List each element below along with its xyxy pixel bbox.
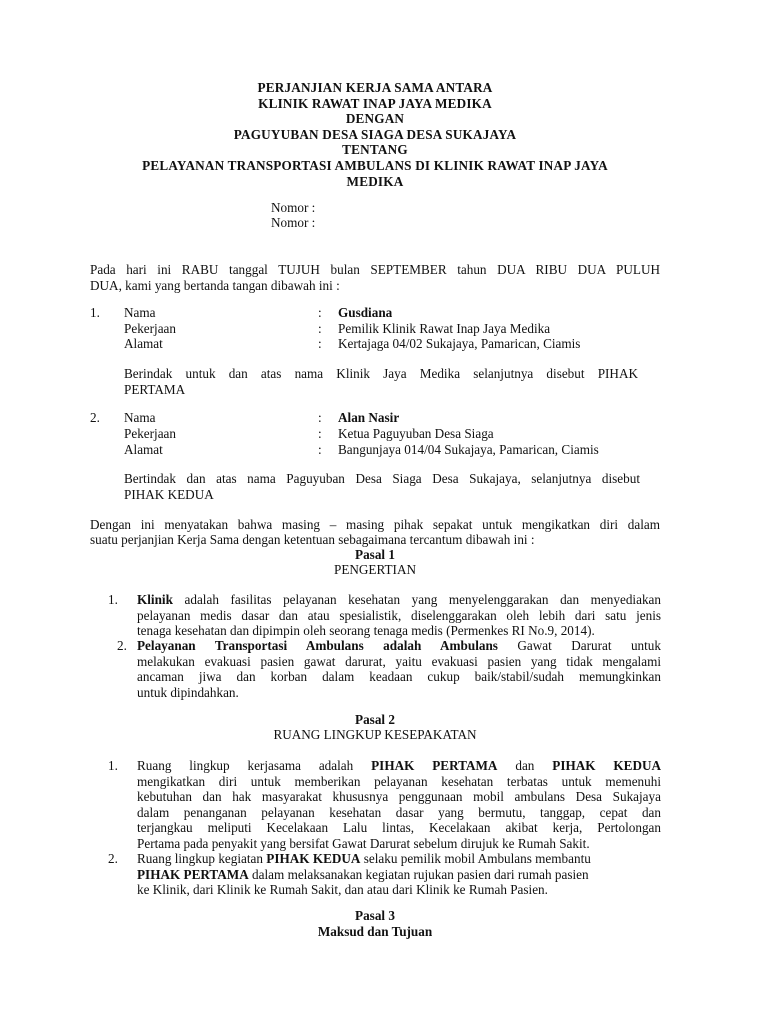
pasal2-item1 xyxy=(137,758,661,852)
item-line xyxy=(137,592,661,608)
party1-name: Gusdiana xyxy=(338,305,393,320)
party1-job-row xyxy=(90,321,660,337)
item-line xyxy=(137,867,661,883)
list-number: 1. xyxy=(108,758,118,773)
item-line xyxy=(137,758,661,774)
field-label: Pekerjaan xyxy=(124,426,176,441)
pasal1-item1 xyxy=(137,592,661,639)
term-bold: Pelayanan Transportasi Ambulans adalah Ambulans xyxy=(137,638,498,653)
colon: : xyxy=(318,426,322,441)
intro-line: Pada hari ini RABU tanggal TUJUH bulan SEPTEMBER tahun DUA RIBU DUA PULUH xyxy=(90,262,660,277)
pasal2-item2 xyxy=(137,851,661,898)
item-text: adalah fasilitas pelayanan kesehatan yang menyelenggarakan dan menyediakan xyxy=(172,592,661,607)
title-line: MEDIKA xyxy=(346,173,404,189)
field-label: Alamat xyxy=(124,336,163,351)
pasal3-title: Maksud dan Tujuan xyxy=(317,924,433,939)
colon: : xyxy=(318,442,322,457)
item-line: mengikatkan diri untuk memberikan pelayanan kesehatan terbatas untuk memenuhi xyxy=(137,773,661,789)
party-bold: PIHAK KEDUA xyxy=(266,851,361,866)
colon: : xyxy=(318,321,322,336)
item-line: dalam penanganan pelayanan kesehatan dasar yang bermutu, tanggap, cepat dan xyxy=(137,804,661,820)
pasal2-heading: Pasal 2 xyxy=(355,712,395,727)
pasal1-title: PENGERTIAN xyxy=(334,562,416,577)
title-line: PERJANJIAN KERJA SAMA ANTARA xyxy=(257,80,493,95)
colon: : xyxy=(318,410,322,425)
item-text: dan xyxy=(515,758,535,773)
party2-statement: PIHAK KEDUA xyxy=(124,487,214,502)
party2-job: Ketua Paguyuban Desa Siaga xyxy=(338,426,494,441)
item-line: ke Klinik, dari Klinik ke Rumah Sakit, dan atau dari Klinik ke Rumah Pasien. xyxy=(137,882,548,898)
nomor-label: Nomor : xyxy=(271,200,316,215)
list-number: 2. xyxy=(117,638,127,653)
item-line: Pertama pada penyakit yang bersifat Gawat Darurat sebelum dirujuk ke Rumah Sakit. xyxy=(137,835,590,851)
colon: : xyxy=(318,336,322,351)
party-bold: PIHAK PERTAMA xyxy=(137,866,249,882)
party2-address: Bangunjaya 014/04 Sukajaya, Pamarican, Ciamis xyxy=(338,442,599,457)
party1-number: 1. xyxy=(90,305,100,320)
item-line: terjangkau meliputi Kecelakaan Lalu lintas, Kecelakaan akibat kerja, Pertolongan xyxy=(137,820,661,836)
item-line xyxy=(137,638,661,654)
item-line: ancaman jiwa dan korban dalam keadaan cukup baik/stabil/sudah memungkinkan xyxy=(137,669,661,685)
item-line: tenaga kesehatan dan dipimpin oleh seorang tenaga medis (Permenkes RI No.9, 2014). xyxy=(137,623,595,639)
item-text: Ruang lingkup kerjasama adalah xyxy=(137,758,354,773)
party1-statement: Berindak untuk dan atas nama Klinik Jaya Medika selanjutnya disebut PIHAK xyxy=(124,366,638,381)
title-line: PAGUYUBAN DESA SIAGA DESA SUKAJAYA xyxy=(233,126,517,142)
item-line: kebutuhan dan hak masyarakat khususnya penggunaan mobil ambulans Desa Sukajaya xyxy=(137,789,661,805)
field-label: Alamat xyxy=(124,442,163,457)
title-line: DENGAN xyxy=(345,111,405,127)
pasal1-heading: Pasal 1 xyxy=(355,547,395,562)
party2-job-row xyxy=(90,426,660,442)
party-bold: PIHAK PERTAMA xyxy=(371,758,498,773)
colon: : xyxy=(318,305,322,320)
pasal2-title: RUANG LINGKUP KESEPAKATAN xyxy=(273,727,477,742)
party2-statement: Bertindak dan atas nama Paguyuban Desa Siaga Desa Sukajaya, selanjutnya disebut xyxy=(124,471,640,486)
title-line: PELAYANAN TRANSPORTASI AMBULANS DI KLINIK RAWAT INAP JAYA xyxy=(142,157,608,173)
party2-number: 2. xyxy=(90,410,100,425)
item-line: untuk dipindahkan. xyxy=(137,684,239,700)
item-text: Ruang lingkup kegiatan xyxy=(137,851,263,866)
intro-line: DUA, kami yang bertanda tangan dibawah ini : xyxy=(90,278,340,293)
pasal3-heading: Pasal 3 xyxy=(355,908,395,923)
list-number: 2. xyxy=(108,851,118,866)
item-text: Gawat Darurat untuk xyxy=(497,638,661,653)
item-line xyxy=(137,851,661,867)
declaration-line: suatu perjanjian Kerja Sama dengan ketentuan sebagaimana tercantum dibawah ini : xyxy=(90,532,535,547)
field-label: Nama xyxy=(124,410,156,425)
item-text: dalam melaksanakan kegiatan rujukan pasien dari rumah pasien xyxy=(248,866,589,882)
item-line: melakukan evakuasi pasien gawat darurat, yaitu evakuasi pasien yang tidak mengalami xyxy=(137,653,661,669)
pasal1-item2 xyxy=(137,638,661,700)
title-line: TENTANG xyxy=(342,142,408,158)
party1-address-row xyxy=(90,336,660,352)
party-bold: PIHAK KEDUA xyxy=(552,758,662,773)
party2-name-row xyxy=(90,410,660,426)
party1-job: Pemilik Klinik Rawat Inap Jaya Medika xyxy=(338,321,551,336)
party2-name: Alan Nasir xyxy=(338,410,400,425)
party1-name-row xyxy=(90,305,660,321)
document-title xyxy=(90,80,660,189)
party2-address-row xyxy=(90,442,660,458)
party1-address: Kertajaga 04/02 Sukajaya, Pamarican, Ciamis xyxy=(338,336,581,351)
term-bold: Klinik xyxy=(137,592,173,607)
item-line: pelayanan medis dasar dan atau spesialistik, diselenggarakan oleh lebih dari satu jenis xyxy=(137,607,661,623)
nomor-label: Nomor : xyxy=(271,215,316,230)
item-text: selaku pemilik mobil Ambulans membantu xyxy=(360,851,591,866)
declaration-line: Dengan ini menyatakan bahwa masing – masing pihak sepakat untuk mengikatkan diri dalam xyxy=(90,517,660,532)
field-label: Pekerjaan xyxy=(124,321,176,336)
list-number: 1. xyxy=(108,592,118,607)
field-label: Nama xyxy=(124,305,156,320)
title-line: KLINIK RAWAT INAP JAYA MEDIKA xyxy=(258,95,492,111)
party1-statement: PERTAMA xyxy=(124,382,186,397)
